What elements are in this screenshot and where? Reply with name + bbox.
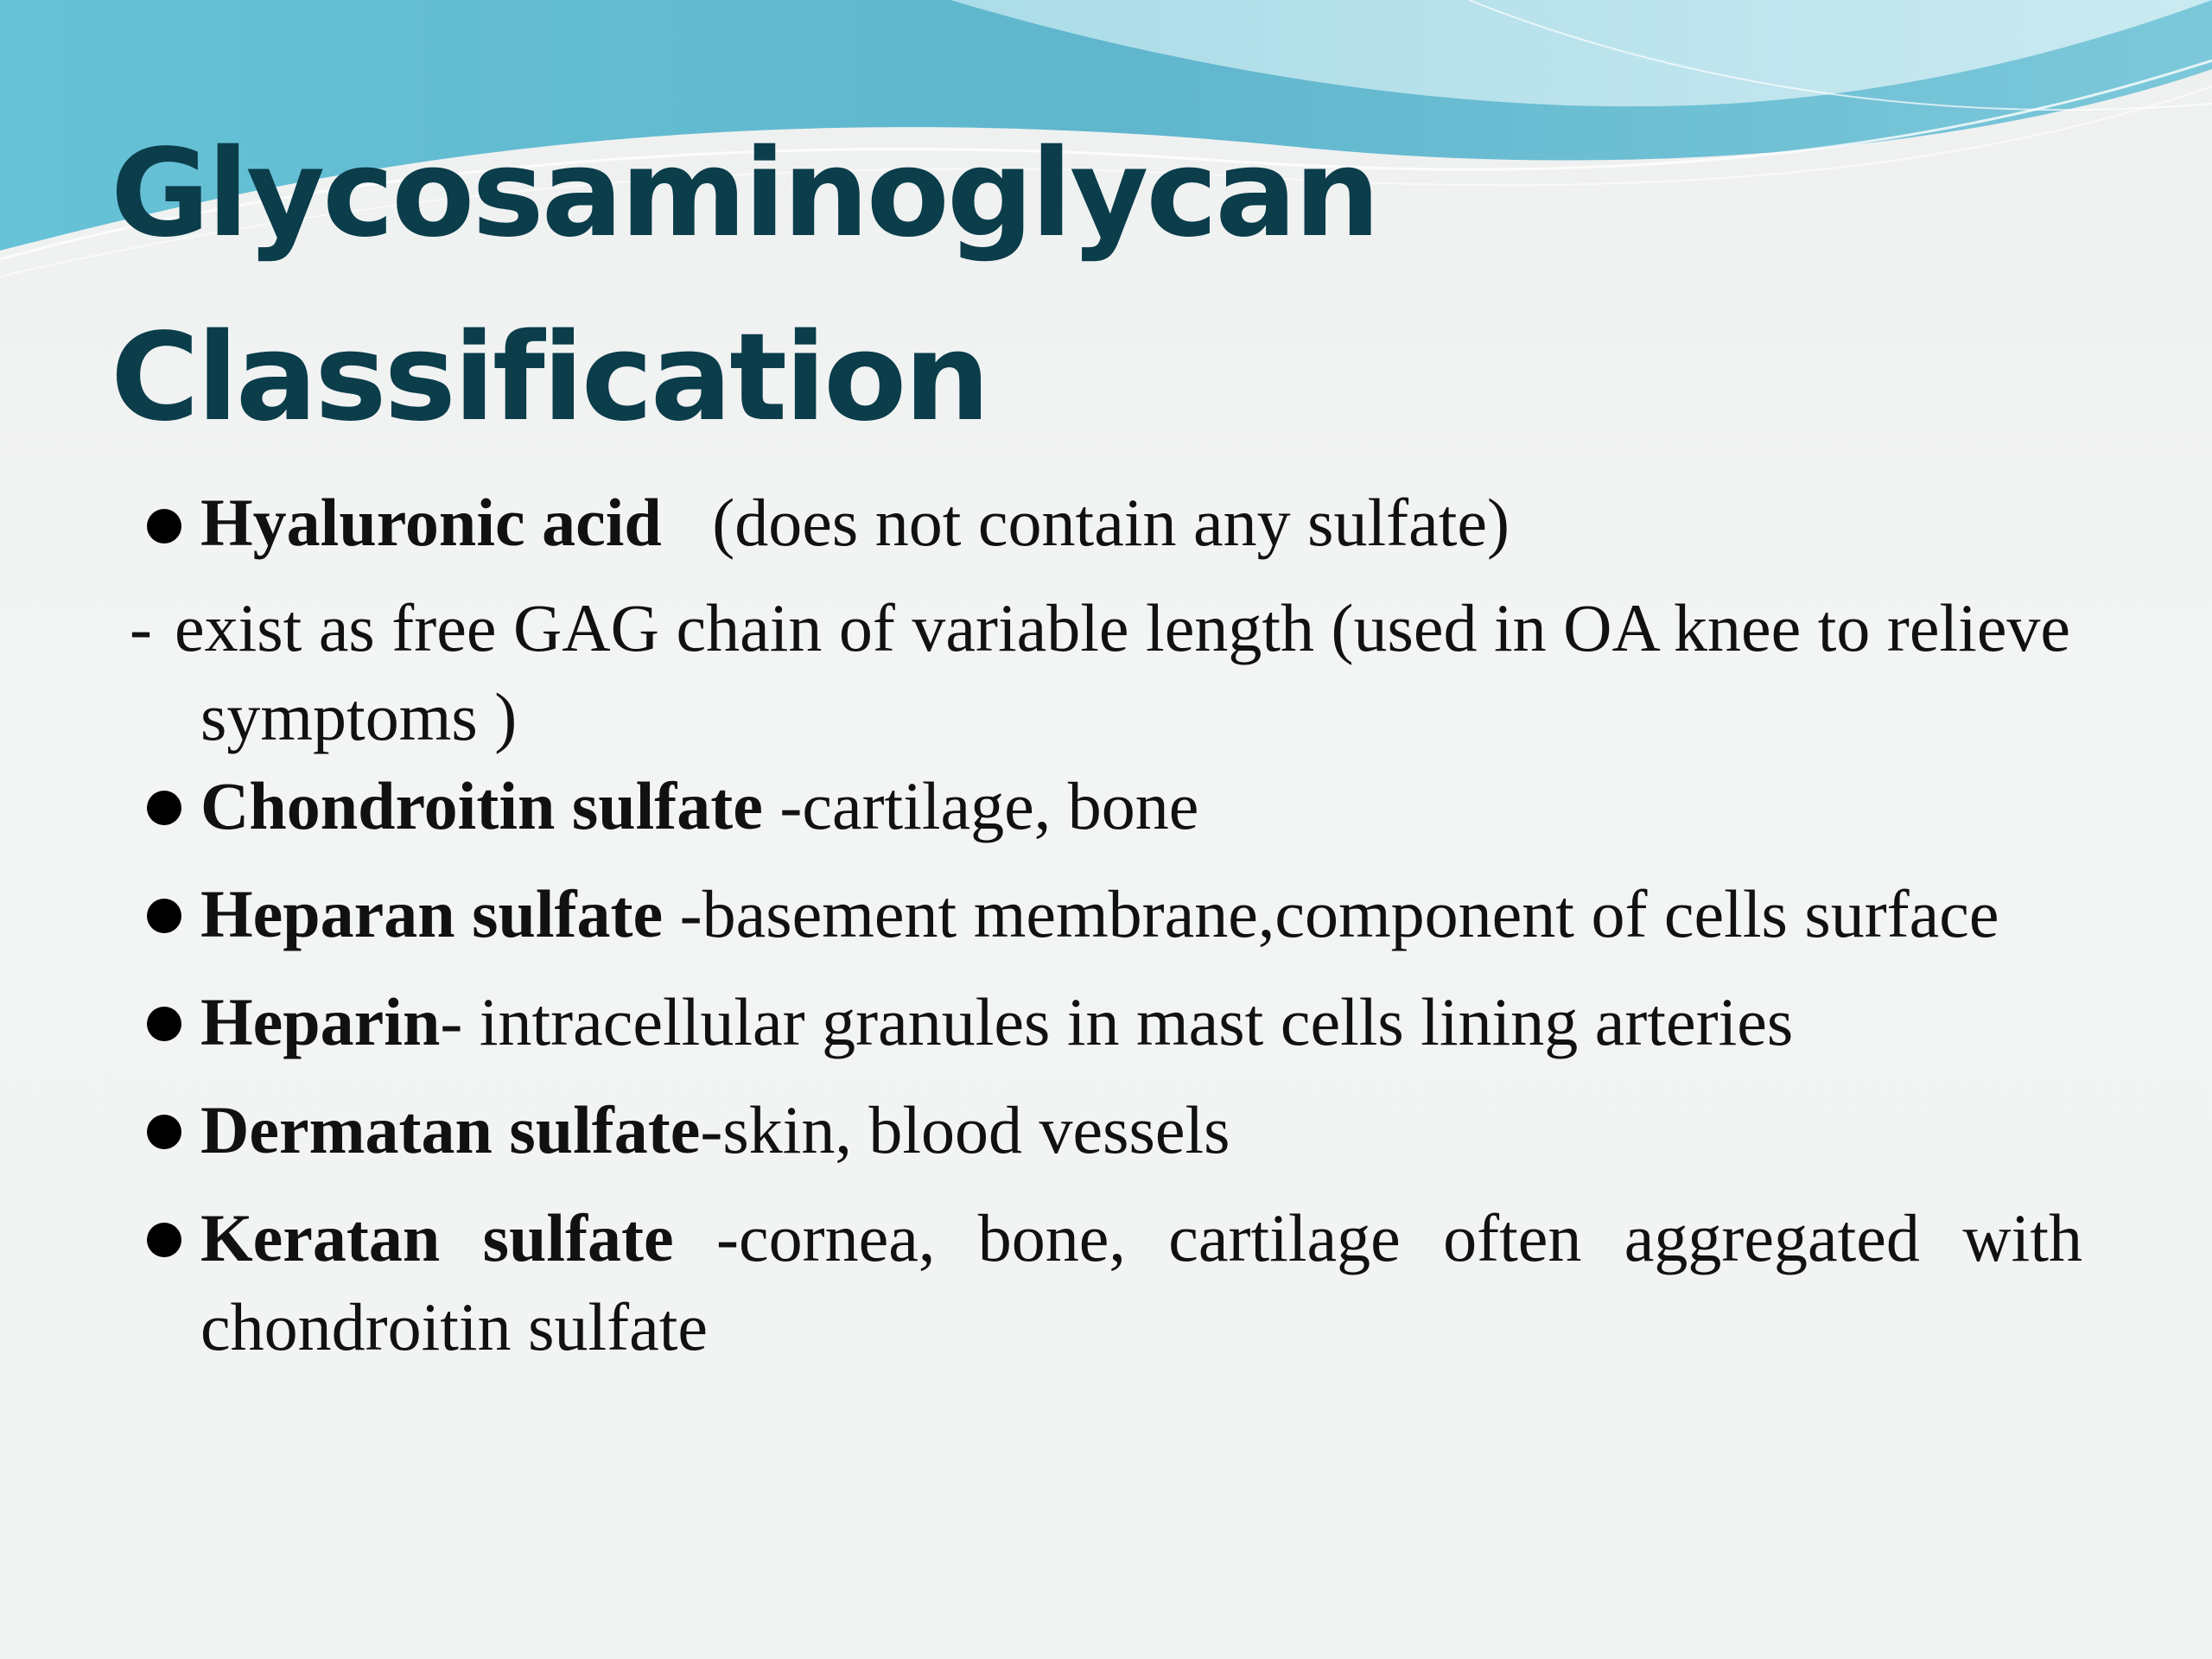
bullet-icon [147, 509, 181, 543]
term-description: -skin, blood vessels [700, 1092, 1230, 1167]
list-item-heparin [130, 977, 2082, 1066]
note-text: exist as free GAG chain of variable length (used in OA knee to relieve symptoms ) [175, 590, 2071, 754]
bullet-icon [147, 899, 181, 933]
list-item-hyaluronic-acid [130, 480, 2082, 566]
term-label: Heparan sulfate [200, 876, 664, 951]
term-label: Keratan sulfate [200, 1200, 674, 1275]
bullet-list [130, 480, 2082, 1371]
list-item-heparan-sulfate [130, 869, 2082, 958]
title-line-1: Glycosaminoglycan [111, 124, 1378, 264]
term-label: Heparin [200, 984, 441, 1059]
term-label: Hyaluronic acid [200, 485, 662, 560]
list-item-dermatan-sulfate [130, 1085, 2082, 1174]
term-label: Dermatan sulfate [200, 1092, 701, 1167]
slide-title [111, 102, 2012, 470]
list-item-chondroitin-sulfate [130, 761, 2082, 850]
title-line-2: Classification [111, 308, 988, 448]
dash-marker: - [130, 590, 152, 665]
bullet-icon [147, 791, 181, 825]
bullet-icon [147, 1115, 181, 1149]
bullet-icon [147, 1223, 181, 1257]
term-description: -basement membrane,component of cells surface [679, 876, 1999, 951]
term-description: (does not contain any sulfate) [712, 485, 1510, 560]
list-item-hyaluronic-note [130, 583, 2082, 761]
list-item-keratan-sulfate [130, 1193, 2082, 1371]
term-label: Chondroitin sulfate [200, 768, 763, 843]
term-description: - intracellular granules in mast cells lining arteries [440, 984, 1794, 1059]
bullet-icon [147, 1007, 181, 1041]
term-description: -cornea, bone, cartilage often aggregated with chondroitin sulfate [200, 1200, 2082, 1364]
term-description: -cartilage, bone [779, 768, 1199, 843]
